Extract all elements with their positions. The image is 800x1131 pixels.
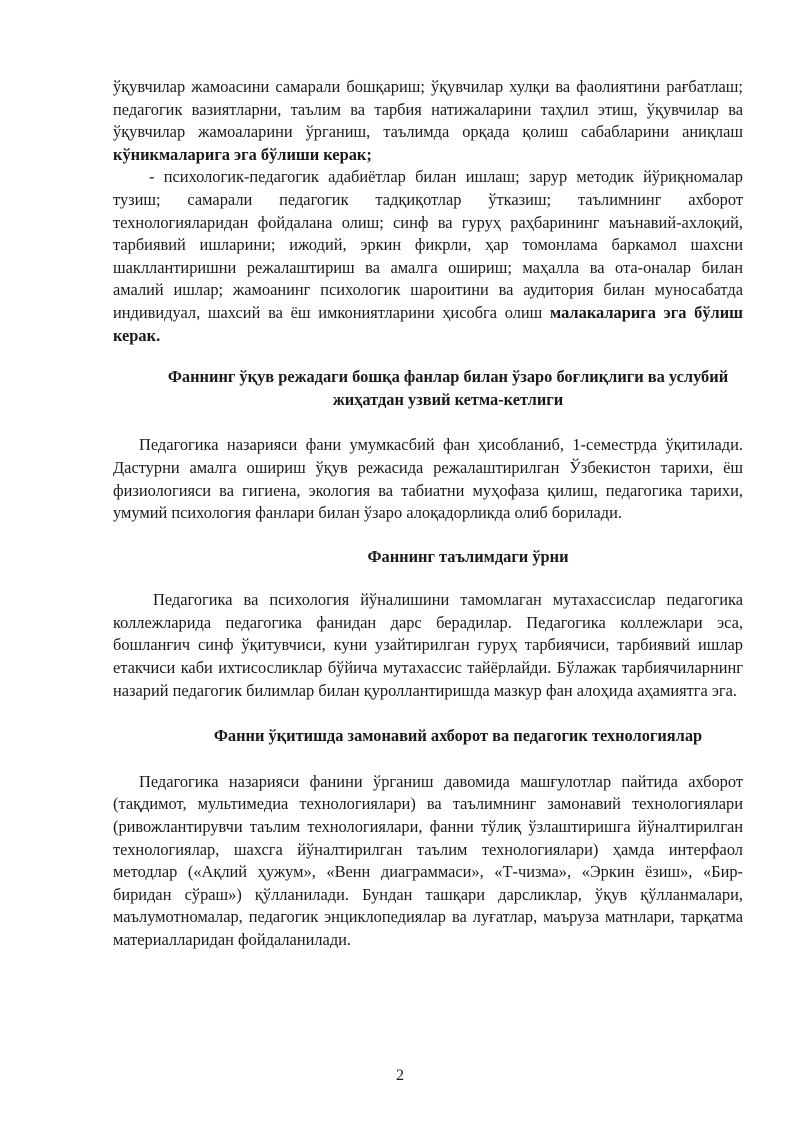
paragraph-skills: [113, 76, 743, 166]
paragraph-qualifications-bold: малакаларига эга бўлиш керак.: [113, 302, 743, 345]
document-page: [113, 76, 743, 952]
paragraph-technologies: Педагогика назарияси фанини ўрганиш давомида машғулотлар пайтида ахборот (тақдимот, мультимедиа технологиялари) ва таълимнинг замонавий технологиялари (ривожлантирувчи таълим технологиялари, фанни тўлиқ ўзлаштиришга йўналтирилган технологиялар, шахсга йўналтирилган таълим технологиялари) ҳамда интерфаол методлар («Ақлий ҳужум», «Венн диаграммаси», «Т-чизма», «Эркин ёзиш», «Бир-биридан сўраш») қўлланилади. Бундан ташқари дарсликлар, ўқув қўлланмалари, маълумотномалар, педагогик энциклопедиялар ва луғатлар, маъруза матнлари, тарқатма материалларидан фойдаланилади.: [113, 771, 743, 949]
paragraph-interrelation: Педагогика назарияси фани умумкасбий фан ҳисобланиб, 1-семестрда ўқитилади. Дастурни амалга ошириш ўқув режасида режалаштирилган Ўзбекистон тарихи, ёш физиологияси ва гигиена, экология ва табиатни муҳофаза қилиш, педагогика тарихи, умумий психология фанлари билан ўзаро алоқадорликда олиб борилади.: [113, 435, 743, 523]
section-heading-role: Фаннинг таълимдаги ўрни: [367, 546, 569, 566]
paragraph-qualifications: [113, 166, 743, 347]
section-heading-technologies: Фанни ўқитишда замонавий ахборот ва педагогик технологиялар: [213, 726, 703, 746]
paragraph-role: Педагогика ва психология йўналишини тамомлаган мутахассислар педагогика коллежларида педагогика фанидан дарс берадилар. Педагогика коллежлари эса, бошланғич синф ўқитувчиси, куни узайтирилган гуруҳ тарбиячиси, тарбиявий ишлар етакчиси каби ихтисосликлар бўйича мутахассис тайёрлайди. Бўлажак тарбиячиларнинг назарий педагогик билимлар билан қуроллантиришда мазкур фан алоҳида аҳамиятга эга.: [113, 590, 743, 700]
paragraph-skills-text: ўқувчилар жамоасини самарали бошқариш; ўқувчилар хулқи ва фаолиятини рағбатлаш; педагогик вазиятларни, таълим ва тарбия натижаларини таҳлил этиш, ўқувчилар ва ўқувчилар жамоаларини ўрганиш, таълимда орқада қолиш сабабларини аниқлаш: [113, 77, 743, 142]
paragraph-skills-bold: кўникмаларига эга бўлиши керак;: [113, 144, 372, 164]
page-number: 2: [396, 1067, 404, 1084]
section-heading-interrelation: Фаннинг ўқув режадаги бошқа фанлар билан ўзаро боғлиқлиги ва услубий жиҳатдан узвий кетма-кетлиги: [167, 367, 729, 409]
paragraph-qualifications-text: - психологик-педагогик адабиётлар билан ишлаш; зарур методик йўриқномалар тузиш; самарали педагогик тадқиқотлар ўтказиш; таълимнинг ахборот технологияларидан фойдалана олиш; синф ва гуруҳ раҳбарининг маънавий-ахлоқий, тарбиявий ишларини; ижодий, эркин фикрли, ҳар томонлама баркамол шахсни шакллантиришни режалаштириш ва амалга ошириш; маҳалла ва ота-оналар билан амалий ишлар; жамоанинг психологик шароитини ва аудитория билан муносабатда индивидуал, шахсий ва ёш имкониятларини ҳисобга олиш: [113, 167, 743, 322]
